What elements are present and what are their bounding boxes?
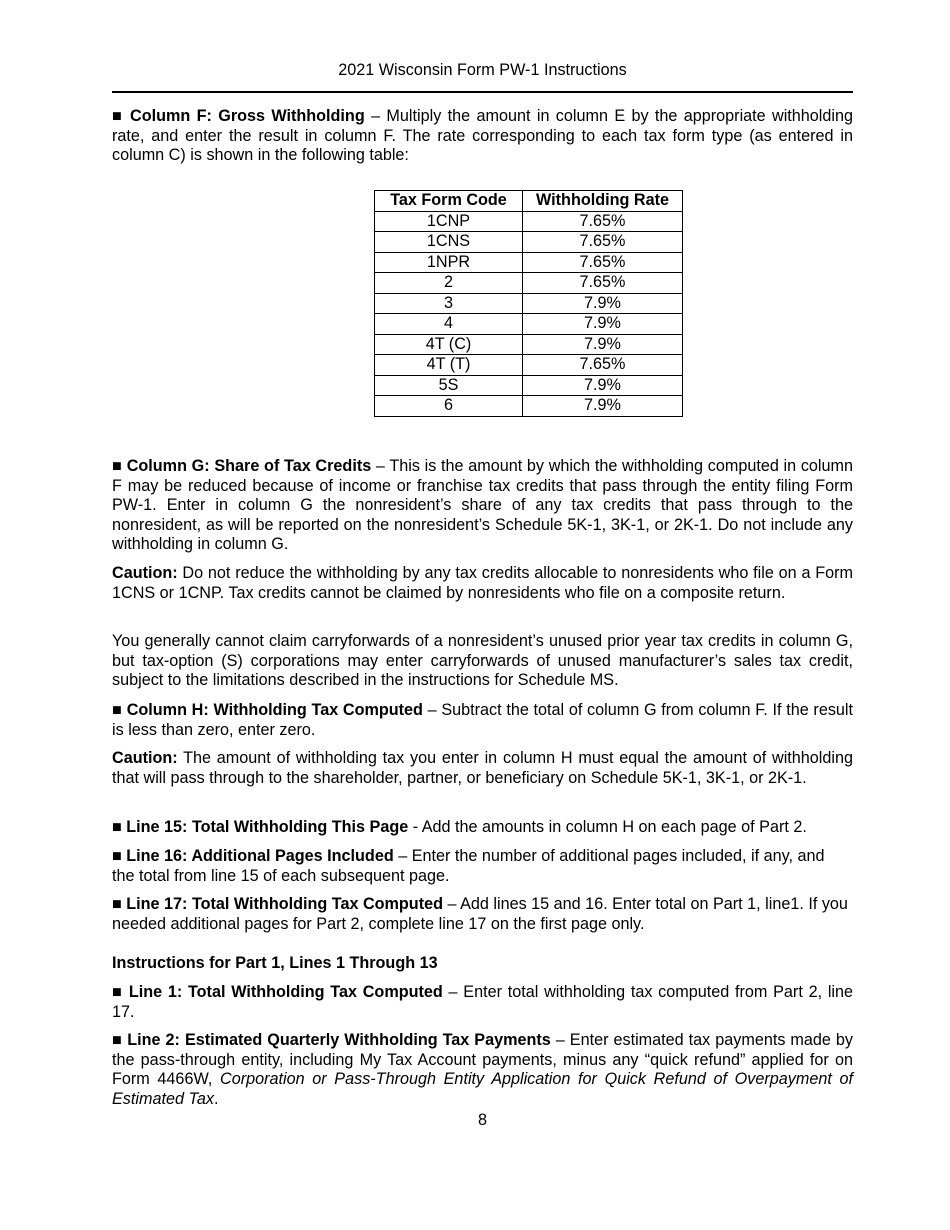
tax-form-code: 5S (375, 375, 523, 396)
tax-form-code: 1CNP (375, 211, 523, 232)
table-header-withholding-rate: Withholding Rate (523, 191, 683, 212)
line-2-paragraph (112, 1031, 853, 1109)
line-15-paragraph (112, 818, 853, 838)
line-17-paragraph (112, 895, 853, 934)
withholding-rate: 7.65% (523, 232, 683, 253)
tax-form-code: 2 (375, 273, 523, 294)
column-f-paragraph (112, 107, 853, 166)
withholding-rate: 7.9% (523, 375, 683, 396)
page-number: 8 (477, 1111, 487, 1129)
table-row (375, 375, 683, 396)
column-h-heading: Column H: Withholding Tax Computed (126, 701, 423, 719)
withholding-rate: 7.9% (523, 314, 683, 335)
tax-form-code: 4T (T) (375, 355, 523, 376)
withholding-rate: 7.9% (523, 293, 683, 314)
table-row (375, 211, 683, 232)
caution-paragraph-1 (112, 564, 853, 603)
table-row (375, 334, 683, 355)
line-15-text: - Add the amounts in column H on each page of Part 2. (408, 818, 807, 836)
line-17-text: – Add lines 15 and 16. Enter total on Part 1, line1. If you needed additional pages for Part 2, complete line 17 on the first page only. (112, 895, 848, 933)
caution-text: Do not reduce the withholding by any tax credits allocable to nonresidents who file on a Form 1CNS or 1CNP. Tax credits cannot be claimed by nonresidents who file on a composite return. (112, 564, 853, 602)
withholding-rate: 7.9% (523, 396, 683, 417)
column-h-text: – Subtract the total of column G from column F. If the result is less than zero, enter zero. (112, 701, 854, 739)
table-row (375, 273, 683, 294)
bullet: ■ (112, 895, 122, 913)
table-row (375, 252, 683, 273)
line-2-text: – Enter estimated tax payments made by the pass-through entity, including My Tax Account payments, minus any “quick refund” applied for on Form 4466W, (112, 1031, 854, 1089)
bullet: ■ (112, 1031, 123, 1049)
caution-label: Caution: (112, 749, 178, 767)
tax-form-code: 6 (375, 396, 523, 417)
tax-form-code: 1CNS (375, 232, 523, 253)
line-1-heading: Line 1: Total Withholding Tax Computed (128, 983, 443, 1001)
table-row (375, 293, 683, 314)
header-rule (112, 91, 853, 93)
bullet: ■ (112, 457, 122, 475)
line-17-heading: Line 17: Total Withholding Tax Computed (126, 895, 443, 913)
tax-form-code: 3 (375, 293, 523, 314)
line-16-heading: Line 16: Additional Pages Included (126, 847, 394, 865)
withholding-rate: 7.65% (523, 355, 683, 376)
caution-text: The amount of withholding tax you enter in column H must equal the amount of withholding that will pass through to the shareholder, partner, or beneficiary on Schedule 5K-1, 3K-1, or 2K-1. (112, 749, 853, 787)
line-2-end: . (213, 1089, 219, 1108)
bullet: ■ (112, 983, 124, 1001)
bullet: ■ (112, 107, 124, 125)
line-16-paragraph (112, 847, 842, 886)
column-h-paragraph (112, 701, 853, 740)
withholding-rate: 7.65% (523, 252, 683, 273)
column-g-text: – This is the amount by which the withholding computed in column F may be reduced because of income or franchise tax credits that pass through the entity filing Form PW-1. Enter in column G the nonresident’s share of any tax credits that pass through to the nonresident, as will be reported on the nonresident’s Schedule 5K-1, 3K-1, or 2K-1. Do not include any withholding in column G. (112, 457, 854, 554)
withholding-rate-table (374, 190, 683, 417)
table-header-tax-form-code: Tax Form Code (375, 191, 523, 212)
table-row (375, 232, 683, 253)
bullet: ■ (112, 818, 122, 836)
withholding-rate: 7.65% (523, 273, 683, 294)
carryforward-paragraph: You generally cannot claim carryforwards of a nonresident’s unused prior year tax credits in column G, but tax-option (S) corporations may enter carryforwards of unused manufacturer’s sales tax credit, subject to the limitations described in the instructions for Schedule MS. (112, 632, 853, 690)
column-f-heading: Column F: Gross Withholding (130, 107, 365, 125)
caution-label: Caution: (112, 564, 178, 582)
bullet: ■ (112, 847, 122, 865)
tax-form-code: 4 (375, 314, 523, 335)
part-1-heading: Instructions for Part 1, Lines 1 Through 13 (112, 954, 438, 972)
column-g-heading: Column G: Share of Tax Credits (126, 457, 372, 475)
form-4466w-title: Corporation or Pass-Through Entity Application for Quick Refund of Overpayment of Estimated Tax (112, 1070, 854, 1108)
withholding-rate: 7.9% (523, 334, 683, 355)
table-header-row (375, 191, 683, 212)
page-header: 2021 Wisconsin Form PW-1 Instructions (338, 61, 627, 79)
withholding-rate: 7.65% (523, 211, 683, 232)
tax-form-code: 1NPR (375, 252, 523, 273)
tax-form-code: 4T (C) (375, 334, 523, 355)
line-15-heading: Line 15: Total Withholding This Page (126, 818, 409, 836)
caution-paragraph-2 (112, 749, 853, 788)
table-row (375, 396, 683, 417)
table-row (375, 355, 683, 376)
line-2-heading: Line 2: Estimated Quarterly Withholding Tax Payments (127, 1031, 551, 1049)
line-1-paragraph (112, 983, 853, 1022)
column-g-paragraph (112, 457, 853, 555)
bullet: ■ (112, 701, 122, 719)
line-1-text: – Enter total withholding tax computed from Part 2, line 17. (112, 983, 854, 1021)
line-16-text: – Enter the number of additional pages included, if any, and the total from line 15 of each subsequent page. (112, 847, 825, 885)
table-row (375, 314, 683, 335)
column-f-text: – Multiply the amount in column E by the appropriate withholding rate, and enter the result in column F. The rate corresponding to each tax form type (as entered in column C) is shown in the following table: (112, 107, 854, 165)
